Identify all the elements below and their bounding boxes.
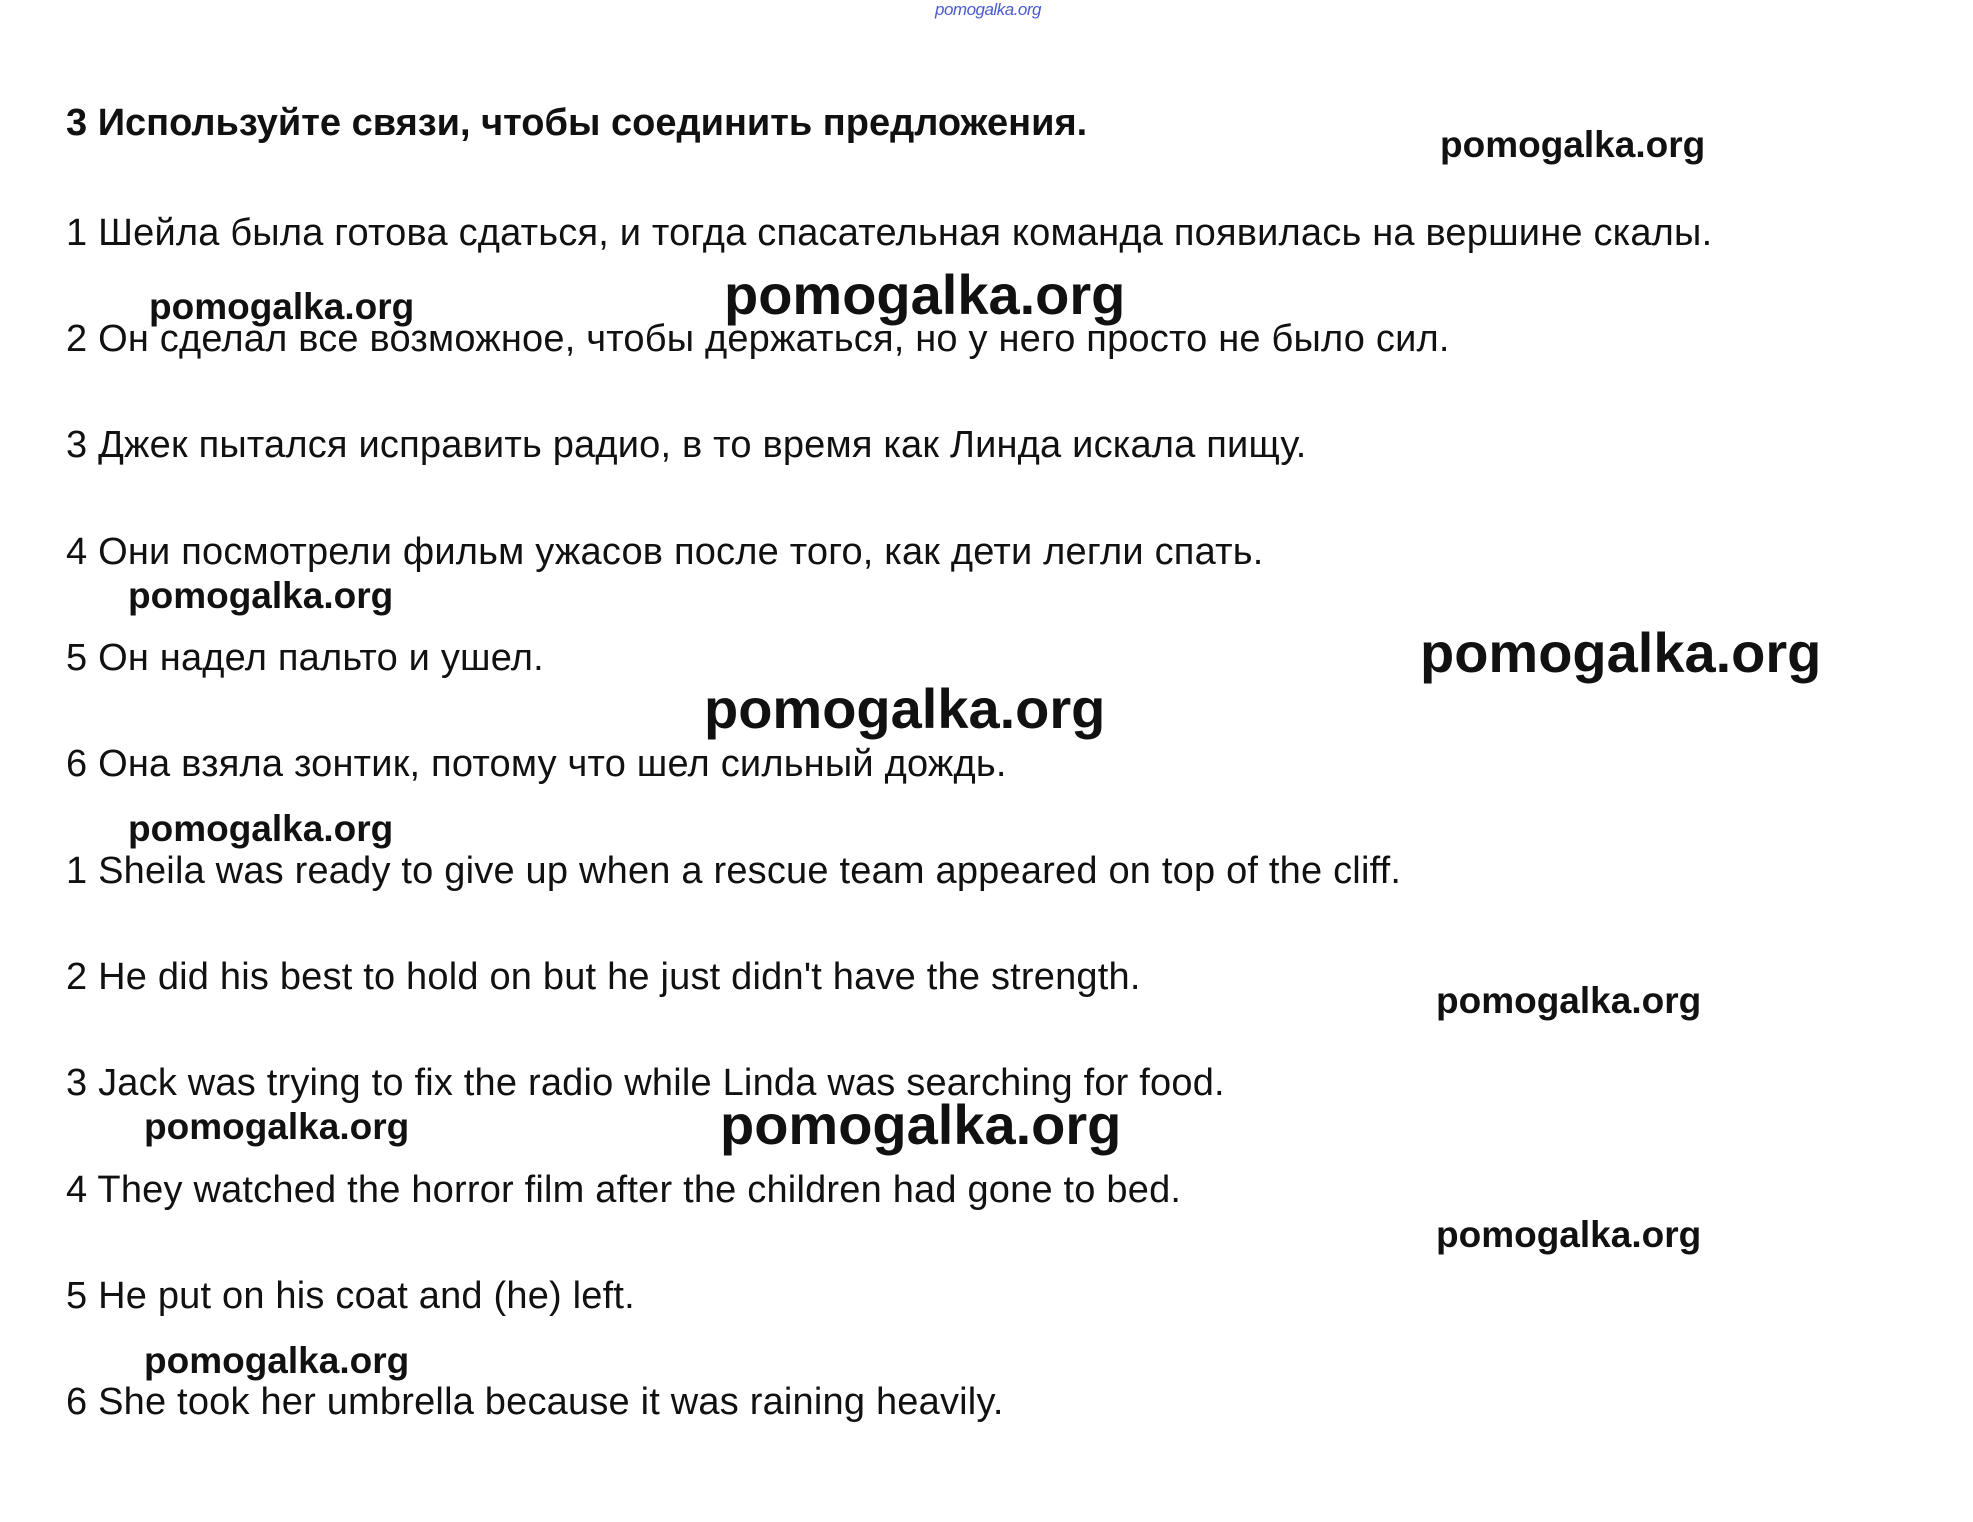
- watermark: pomogalka.org: [720, 1093, 1122, 1156]
- english-sentence-1: 1 Sheila was ready to give up when a rescue team appeared on top of the cliff.: [66, 850, 1402, 892]
- top-watermark: pomogalka.org: [935, 0, 1041, 19]
- watermark: pomogalka.org: [149, 286, 415, 327]
- watermark: pomogalka.org: [1436, 1214, 1702, 1255]
- watermark: pomogalka.org: [144, 1340, 410, 1381]
- english-sentence-3: 3 Jack was trying to fix the radio while Linda was searching for food.: [66, 1062, 1225, 1104]
- english-sentence-5: 5 He put on his coat and (he) left.: [66, 1275, 635, 1317]
- russian-sentence-1: 1 Шейла была готова сдаться, и тогда спасательная команда появилась на вершине скалы.: [66, 212, 1713, 254]
- english-sentence-4: 4 They watched the horror film after the children had gone to bed.: [66, 1169, 1182, 1211]
- english-sentence-2: 2 He did his best to hold on but he just didn't have the strength.: [66, 956, 1141, 998]
- exercise-heading: 3 Используйте связи, чтобы соединить предложения.: [66, 102, 1088, 144]
- watermark: pomogalka.org: [1440, 124, 1706, 165]
- watermark: pomogalka.org: [128, 575, 394, 616]
- russian-sentence-5: 5 Он надел пальто и ушел.: [66, 637, 544, 679]
- english-sentence-6: 6 She took her umbrella because it was raining heavily.: [66, 1381, 1004, 1423]
- watermark: pomogalka.org: [724, 263, 1126, 326]
- russian-sentence-3: 3 Джек пытался исправить радио, в то время как Линда искала пищу.: [66, 424, 1307, 466]
- russian-sentence-2: 2 Он сделал все возможное, чтобы держаться, но у него просто не было сил.: [66, 318, 1450, 360]
- russian-sentence-4: 4 Они посмотрели фильм ужасов после того, как дети легли спать.: [66, 531, 1264, 573]
- russian-sentence-6: 6 Она взяла зонтик, потому что шел сильный дождь.: [66, 743, 1007, 785]
- watermark: pomogalka.org: [144, 1106, 410, 1147]
- watermark: pomogalka.org: [1436, 980, 1702, 1021]
- watermark: pomogalka.org: [128, 808, 394, 849]
- watermark: pomogalka.org: [704, 677, 1106, 740]
- watermark: pomogalka.org: [1420, 621, 1822, 684]
